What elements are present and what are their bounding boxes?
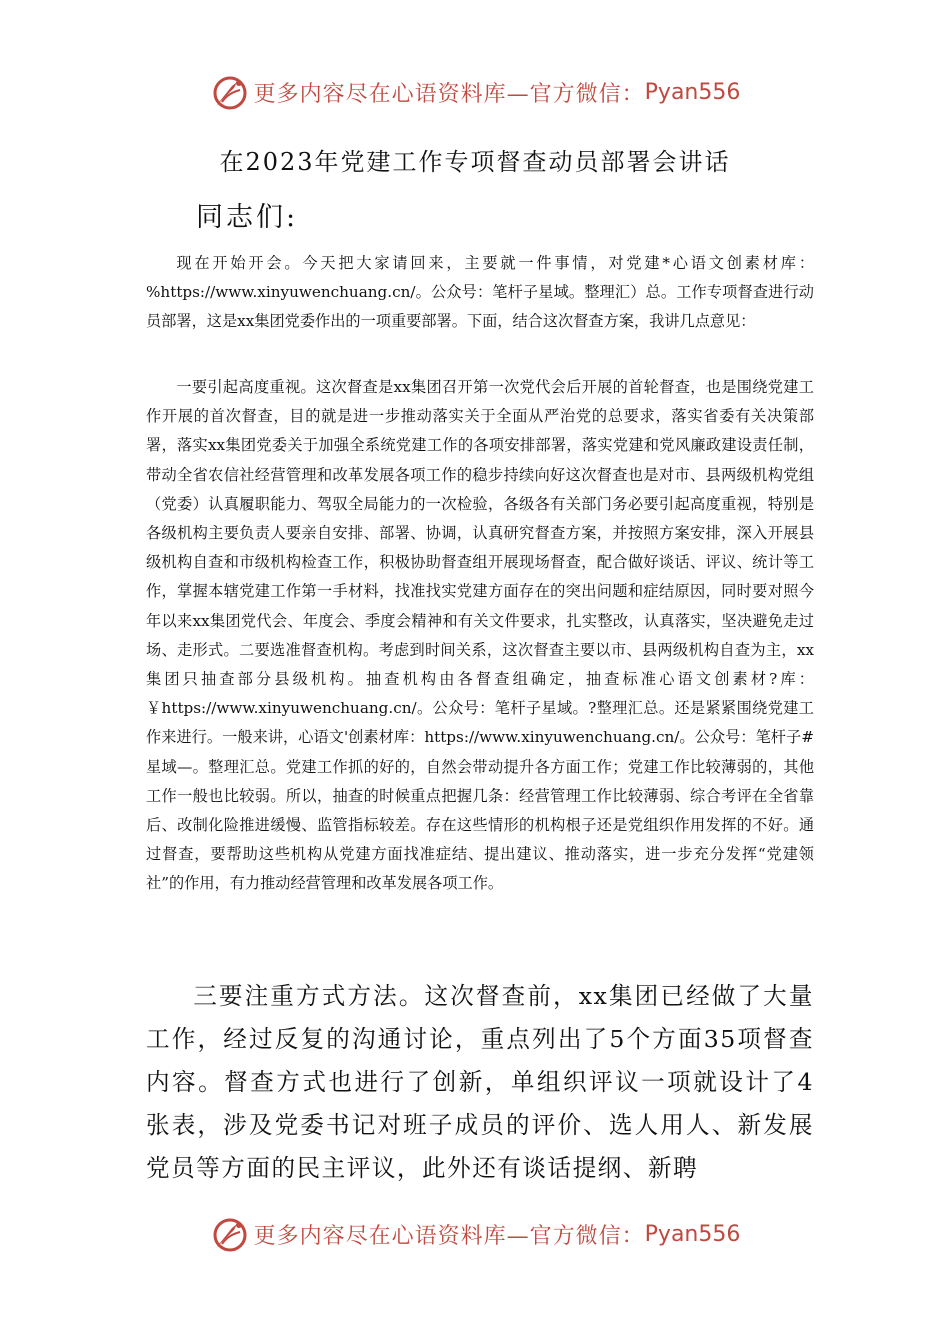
- banner-wechat-id: Pyan556: [644, 1221, 741, 1247]
- banner-text: 更多内容尽在心语资料库—官方微信：: [253, 81, 645, 107]
- paragraph-main: 一要引起高度重视。这次督查是xx集团召开第一次党代会后开展的首轮督查，也是围绕党建工作开展的首次督查，目的就是进一步推动落实关于全面从严治党的总要求，落实省委有关决策部署，落实xx集团党委关于加强全系统党建工作的各项安排部署，落实党建和党风廉政建设责任制，带动全省农信社经营管理和改革发展各项工作的稳步持续向好这次督查也是对市、县两级机构党组（党委）认真履职能力、驾驭全局能力的一次检验，各级各有关部门务必要引起高度重视，特别是各级机构主要负责人要亲自安排、部署、协调，认真研究督查方案，并按照方案安排，深入开展县级机构自查和市级机构检查工作，积极协助督查组开展现场督查，配合做好谈话、评议、统计等工作，掌握本辖党建工作第一手材料，找准找实党建方面存在的突出问题和症结原因，同时要对照今年以来xx集团党代会、年度会、季度会精神和有关文件要求，扎实整改，认真落实，坚决避免走过场、走形式。二要选准督查机构。考虑到时间关系，这次督查主要以市、县两级机构自查为主，xx集团只抽查部分县级机构。抽查机构由各督查组确定，抽查标准心语文创素材?库：￥https://www.xinyuwenchuang.cn/。公众号：笔杆子星域。?整理汇总。还是紧紧围绕党建工作来进行。一般来讲，心语文'创素材库：https://www.xinyuwenchuang.cn/。公众号：笔杆子#星域—。整理汇总。党建工作抓的好的，自然会带动提升各方面工作；党建工作比较薄弱的，其他工作一般也比较弱。所以，抽查的时候重点把握几条：经营管理工作比较薄弱、综合考评在全省靠后、改制化险推进缓慢、监管指标较差。存在这些情形的机构根子还是党组织作用发挥的不好。通过督查，要帮助这些机构从党建方面找准症结、提出建议、推动落实，进一步充分发挥“党建领社”的作用，有力推动经营管理和改革发展各项工作。: [146, 378, 814, 893]
- banner-text: 更多内容尽在心语资料库—官方微信：: [253, 1223, 645, 1249]
- footer-banner: [0, 1212, 950, 1256]
- paragraph-opening: 现在开始开会。今天把大家请回来，主要就一件事情，对党建*心语文创素材库：%https://www.xinyuwenchuang.cn/。公众号：笔杆子星域。整理汇）总。工作专项督查进行动员部署，这是xx集团党委作出的一项重要部署。下面，结合这次督查方案，我讲几点意见：: [146, 254, 814, 331]
- banner-wechat-id: Pyan556: [644, 79, 741, 105]
- pen-logo-icon: [210, 1214, 250, 1254]
- greeting: 同志们:: [196, 202, 299, 233]
- header-banner: [0, 70, 950, 114]
- pen-logo-icon: [210, 72, 250, 112]
- paragraph-method: 三要注重方式方法。这次督查前，xx集团已经做了大量工作，经过反复的沟通讨论，重点列出了5个方面35项督查内容。督查方式也进行了创新，单组织评议一项就设计了4张表，涉及党委书记对班子成员的评价、选人用人、新发展党员等方面的民主评议，此外还有谈话提纲、新聘: [146, 982, 814, 1182]
- document-title: 在2023年党建工作专项督查动员部署会讲话: [219, 148, 731, 176]
